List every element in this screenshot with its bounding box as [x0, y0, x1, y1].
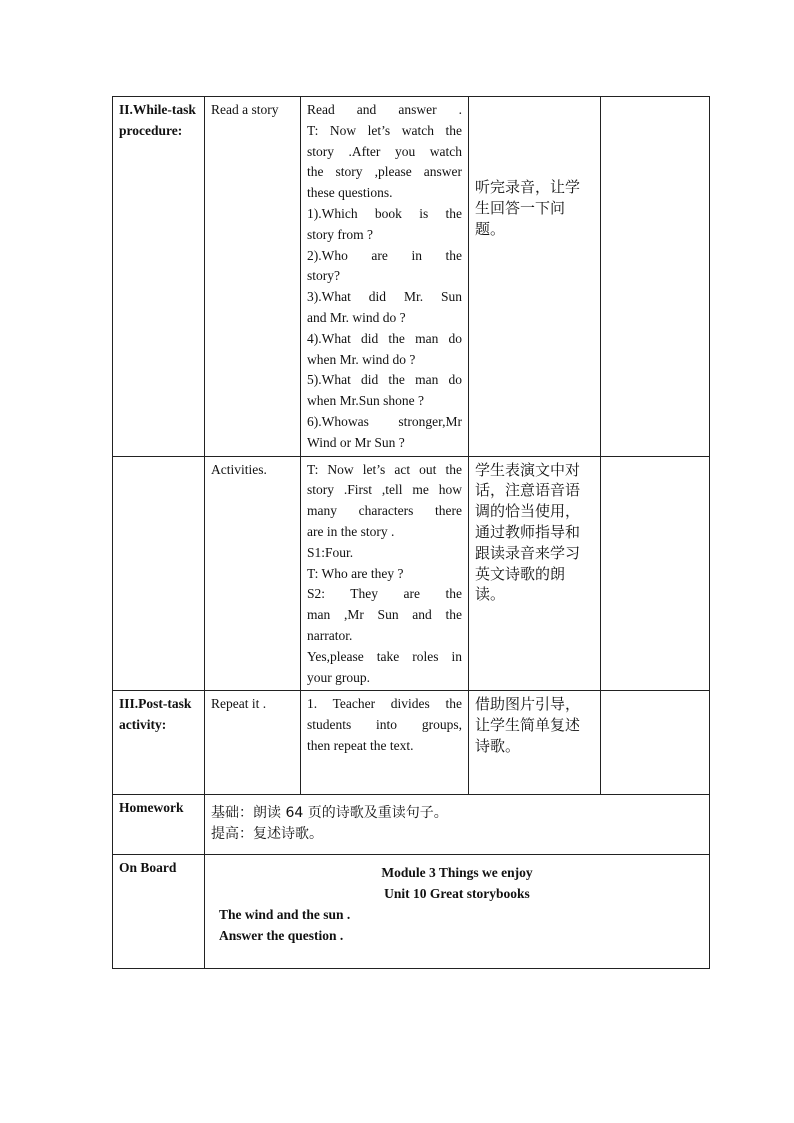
procedure-line: 1).Which book is the — [307, 205, 462, 221]
stage-cell — [113, 97, 205, 457]
notes-cell — [601, 691, 710, 795]
lesson-plan-table — [112, 96, 710, 969]
procedure-line: 1. Teacher divides the — [307, 696, 462, 712]
procedure-line: narrator. — [307, 627, 353, 643]
procedure-line: many characters there — [307, 503, 462, 519]
notes-cell — [601, 97, 710, 457]
homework-label-cell — [113, 795, 205, 855]
procedure-line: Wind or Mr Sun ? — [307, 434, 405, 450]
step-cell — [205, 456, 301, 691]
step-cell — [205, 97, 301, 457]
post-task-row — [113, 691, 710, 795]
procedure-line: are in the story . — [307, 523, 395, 539]
procedure-line: the story ,please answer — [307, 164, 462, 180]
notes-cell — [601, 456, 710, 691]
procedure-line: when Mr.Sun shone ? — [307, 393, 424, 409]
board-unit-title: Unit 10 Great storybooks — [384, 886, 530, 902]
purpose-text: 借助图片引导，让学生简单复述诗歌。 — [475, 695, 581, 755]
board-content-cell — [205, 855, 710, 969]
procedure-line: S1:Four. — [307, 544, 354, 560]
purpose-text: 学生表演文中对话，注意语音语调的恰当使用，通过教师指导和跟读录音来学习英文诗歌的朗读。 — [475, 460, 581, 604]
procedure-cell — [301, 456, 469, 691]
procedure-line: then repeat the text. — [307, 737, 414, 753]
procedure-line: 3).What did Mr. Sun — [307, 289, 462, 305]
step-label: Activities. — [211, 461, 267, 477]
purpose-cell — [469, 691, 601, 795]
procedure-line: these questions. — [307, 185, 393, 201]
procedure-line: students into groups, — [307, 717, 462, 733]
while-task-row — [113, 97, 710, 457]
procedure-line: when Mr. wind do ? — [307, 351, 416, 367]
stage-cell-empty — [113, 456, 205, 691]
procedure-line: 4).What did the man do — [307, 330, 462, 346]
procedure-line: story? — [307, 268, 340, 284]
board-line-story: The wind and the sun . — [219, 907, 351, 923]
homework-label: Homework — [119, 800, 184, 816]
procedure-line: T: Who are they ? — [307, 565, 404, 581]
procedure-line: 2).Who are in the — [307, 247, 462, 263]
procedure-line: and Mr. wind do ? — [307, 309, 406, 325]
homework-advanced: 提高：复述诗歌。 — [211, 826, 323, 843]
procedure-line: 5).What did the man do — [307, 372, 462, 388]
purpose-cell — [469, 456, 601, 691]
procedure-line: story .First ,tell me how — [307, 482, 462, 498]
procedure-line: story .After you watch — [307, 143, 462, 159]
homework-content-cell — [205, 795, 710, 855]
purpose-text: 听完录音，让学生回答一下问题。 — [475, 178, 581, 238]
activities-row — [113, 456, 710, 691]
procedure-line: Read and answer . — [307, 102, 462, 117]
stage-label: III.Post-task activity: — [119, 696, 192, 733]
board-line-question: Answer the question . — [219, 928, 344, 944]
board-label: On Board — [119, 860, 177, 876]
stage-cell — [113, 691, 205, 795]
board-module-title: Module 3 Things we enjoy — [381, 865, 533, 881]
procedure-line: your group. — [307, 669, 370, 685]
procedure-line: 6).Whowas stronger,Mr — [307, 413, 462, 429]
procedure-cell — [301, 691, 469, 795]
procedure-line: T: Now let’s act out the — [307, 461, 462, 477]
homework-basic: 基础：朗读 64 页的诗歌及重读句子。 — [211, 805, 448, 822]
purpose-cell — [469, 97, 601, 457]
procedure-line: Yes,please take roles in — [307, 648, 462, 664]
procedure-line: story from ? — [307, 226, 373, 242]
homework-row — [113, 795, 710, 855]
step-label: Read a story — [211, 102, 279, 117]
step-cell — [205, 691, 301, 795]
procedure-line: T: Now let’s watch the — [307, 122, 462, 138]
stage-label: II.While-task procedure: — [119, 102, 196, 138]
step-label: Repeat it . — [211, 696, 267, 712]
procedure-line: man ,Mr Sun and the — [307, 607, 462, 623]
procedure-cell — [301, 97, 469, 457]
board-label-cell — [113, 855, 205, 969]
procedure-line: S2: They are the — [307, 586, 462, 602]
board-row — [113, 855, 710, 969]
